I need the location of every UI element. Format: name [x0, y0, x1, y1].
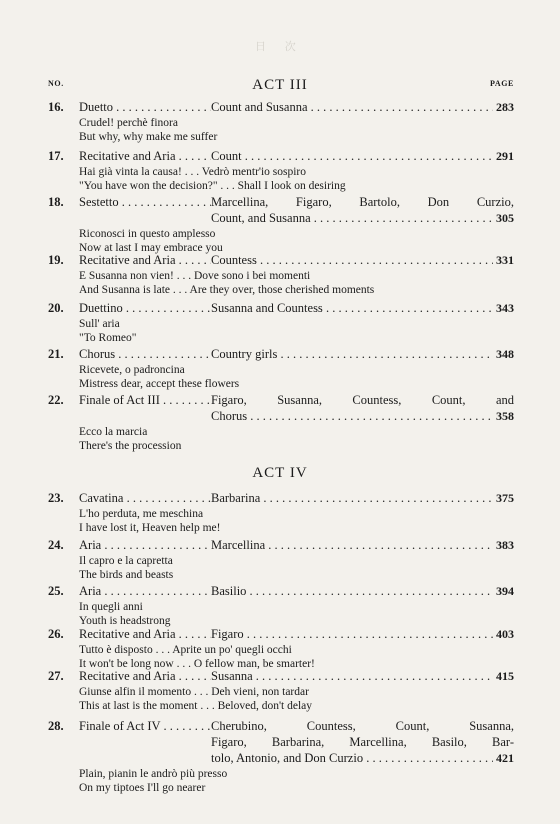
entry-original-incipit: Plain, pianin le andrò più presso — [79, 768, 228, 780]
column-header-number: NO. — [48, 79, 64, 88]
toc-entry — [48, 194, 514, 255]
entry-page-number: 348 — [496, 347, 514, 361]
toc-entry — [48, 252, 514, 297]
entry-type — [79, 668, 211, 684]
entry-performers — [211, 346, 493, 362]
entry-number: 20. — [48, 301, 64, 315]
entry-performers-continuation-text: tolo, Antonio, and Don Curzio — [211, 751, 364, 765]
entry-performers-text: Countess — [211, 253, 257, 267]
entry-type-text: Duetto — [79, 100, 114, 114]
entry-page-number: 421 — [496, 751, 514, 765]
entry-type-text: Aria — [79, 584, 102, 598]
entry-type — [79, 99, 211, 115]
entry-performers — [211, 626, 493, 642]
entry-main-line — [48, 148, 514, 164]
entry-type — [79, 194, 211, 210]
entry-page-number: 291 — [496, 149, 514, 163]
entry-main-line — [48, 194, 514, 210]
entry-number: 24. — [48, 538, 64, 552]
entry-main-line — [48, 300, 514, 316]
entry-translated-incipit: But why, why make me suffer — [79, 131, 218, 143]
entry-main-line — [48, 252, 514, 268]
entry-original-incipit: Giunse alfin il momento . . . Deh vieni, non tardar — [79, 686, 309, 698]
entry-type-text: Aria — [79, 538, 102, 552]
entry-number: 16. — [48, 100, 64, 114]
entry-performers — [211, 148, 493, 164]
entry-type — [79, 490, 211, 506]
entry-type-text: Duettino — [79, 301, 123, 315]
entry-page-number: 283 — [496, 100, 514, 114]
toc-entry — [48, 626, 514, 671]
bleed-through-heading: 日 次 — [255, 41, 304, 53]
entry-performers — [211, 537, 493, 553]
entry-type-text: Recitative and Aria — [79, 669, 176, 683]
entry-performers-continuation — [48, 408, 514, 424]
entry-number: 19. — [48, 253, 64, 267]
entry-number: 27. — [48, 669, 64, 683]
entry-performers-text: Figaro, Susanna, Countess, Count, and — [211, 393, 514, 407]
entry-type-text: Finale of Act IV — [79, 719, 161, 733]
entry-translated-incipit: On my tiptoes I'll go nearer — [79, 782, 206, 794]
entry-original-incipit: Ecco la marcia — [79, 426, 148, 438]
entry-type — [79, 300, 211, 316]
entry-performers-text: Marcellina — [211, 538, 266, 552]
entry-performers — [211, 490, 493, 506]
entry-main-line — [48, 537, 514, 553]
entry-page-number: 383 — [496, 538, 514, 552]
entry-translated-incipit: Now at last I may embrace you — [79, 242, 223, 254]
entry-page-number: 403 — [496, 627, 514, 641]
entry-performers-continuation — [48, 750, 514, 766]
entry-original-incipit: Riconosci in questo amplesso — [79, 228, 216, 240]
entry-performers-text: Country girls — [211, 347, 278, 361]
entry-performers — [211, 583, 493, 599]
entry-page-number: 375 — [496, 491, 514, 505]
entry-number: 23. — [48, 491, 64, 505]
toc-entry — [48, 668, 514, 713]
entry-main-line — [48, 490, 514, 506]
column-header-page: PAGE — [489, 79, 514, 88]
entry-type-text: Finale of Act III — [79, 393, 160, 407]
entry-performers-continuation — [48, 734, 514, 750]
entry-performers — [211, 300, 493, 316]
entry-original-incipit: E Susanna non vien! . . . Dove sono i bei momenti — [79, 270, 311, 282]
entry-page-number: 394 — [496, 584, 514, 598]
entry-number: 22. — [48, 393, 64, 407]
entry-main-line — [48, 626, 514, 642]
entry-original-incipit: Ricevete, o padroncina — [79, 364, 185, 376]
entry-original-incipit: Crudel! perchè finora — [79, 117, 178, 129]
entry-page-number: 331 — [496, 253, 514, 267]
entry-performers — [211, 718, 514, 734]
entry-type-text: Recitative and Aria — [79, 149, 176, 163]
entry-type — [79, 583, 211, 599]
toc-entry — [48, 99, 514, 144]
entry-page-number: 358 — [496, 409, 514, 423]
entry-performers — [211, 392, 514, 408]
entry-performers-text: Susanna and Countess — [211, 301, 323, 315]
entry-main-line — [48, 583, 514, 599]
entry-number: 26. — [48, 627, 64, 641]
entry-main-line — [48, 392, 514, 408]
entry-translated-incipit: Youth is headstrong — [79, 615, 171, 627]
entry-performers — [211, 252, 493, 268]
entry-performers — [211, 99, 493, 115]
entry-original-incipit: Sull' aria — [79, 318, 120, 330]
entry-type — [79, 626, 211, 642]
entry-type — [79, 718, 211, 734]
entry-page-number: 415 — [496, 669, 514, 683]
entry-type — [79, 392, 211, 408]
entry-number: 28. — [48, 719, 64, 733]
entry-main-line — [48, 346, 514, 362]
entry-type-text: Recitative and Aria — [79, 253, 176, 267]
entry-performers-text: Barbarina — [211, 491, 261, 505]
entry-performers-text: Marcellina, Figaro, Bartolo, Don Curzio, — [211, 195, 514, 209]
toc-entry — [48, 490, 514, 535]
entry-type — [79, 346, 211, 362]
act-heading: ACT IV — [252, 465, 308, 481]
entry-type — [79, 148, 211, 164]
entry-performers-continuation — [48, 210, 514, 226]
entry-translated-incipit: Mistress dear, accept these flowers — [79, 378, 240, 390]
entry-number: 18. — [48, 195, 64, 209]
entry-type — [79, 537, 211, 553]
entry-performers-continuation-text: Chorus — [211, 409, 248, 423]
toc-entry — [48, 300, 514, 345]
entry-original-incipit: L'ho perduta, me meschina — [79, 508, 204, 520]
entry-translated-incipit: The birds and beasts — [79, 569, 174, 581]
toc-entry — [48, 392, 514, 453]
entry-translated-incipit: It won't be long now . . . O fellow man, be smarter! — [79, 658, 315, 670]
entry-page-number: 305 — [496, 211, 514, 225]
entry-original-incipit: Hai già vinta la causa! . . . Vedrò mentr'io sospiro — [79, 166, 307, 178]
entry-original-incipit: Il capro e la capretta — [79, 555, 173, 567]
entry-performers-text: Susanna — [211, 669, 253, 683]
entry-type-text: Chorus — [79, 347, 116, 361]
toc-entry — [48, 148, 514, 193]
toc-entry — [48, 583, 514, 628]
entry-number: 17. — [48, 149, 64, 163]
toc-entry — [48, 537, 514, 582]
entry-performers-continuation-text: Count, and Susanna — [211, 211, 311, 225]
entry-performers — [211, 668, 493, 684]
entry-original-incipit: In quegli anni — [79, 601, 143, 613]
entry-number: 21. — [48, 347, 64, 361]
entry-performers-text: Figaro — [211, 627, 244, 641]
entry-translated-incipit: There's the procession — [79, 440, 182, 452]
entry-performers-text: Cherubino, Countess, Count, Susanna, — [211, 719, 514, 733]
entry-translated-incipit: I have lost it, Heaven help me! — [79, 522, 221, 534]
act-heading: ACT III — [252, 77, 308, 93]
entry-performers-text: Basilio — [211, 584, 247, 598]
toc-entry — [48, 718, 514, 795]
entry-performers — [211, 194, 514, 210]
entry-main-line — [48, 668, 514, 684]
entry-translated-incipit: This at last is the moment . . . Beloved, don't delay — [79, 700, 312, 712]
entry-translated-incipit: And Susanna is late . . . Are they over, those cherished moments — [79, 284, 375, 296]
entry-performers-text: Count and Susanna — [211, 100, 308, 114]
entry-type — [79, 252, 211, 268]
entry-type-text: Recitative and Aria — [79, 627, 176, 641]
entry-main-line — [48, 99, 514, 115]
entry-performers-text: Count — [211, 149, 242, 163]
entry-main-line — [48, 718, 514, 734]
entry-translated-incipit: "You have won the decision?" . . . Shall I look on desiring — [79, 180, 346, 192]
entry-translated-incipit: "To Romeo" — [79, 332, 137, 344]
entry-type-text: Sestetto — [79, 195, 119, 209]
entry-performers-continuation-text: Figaro, Barbarina, Marcellina, Basilo, Bar- — [211, 735, 514, 749]
entry-number: 25. — [48, 584, 64, 598]
entry-original-incipit: Tutto è disposto . . . Aprite un po' quegli occhi — [79, 644, 292, 656]
entry-type-text: Cavatina — [79, 491, 124, 505]
entry-page-number: 343 — [496, 301, 514, 315]
toc-entry — [48, 346, 514, 391]
